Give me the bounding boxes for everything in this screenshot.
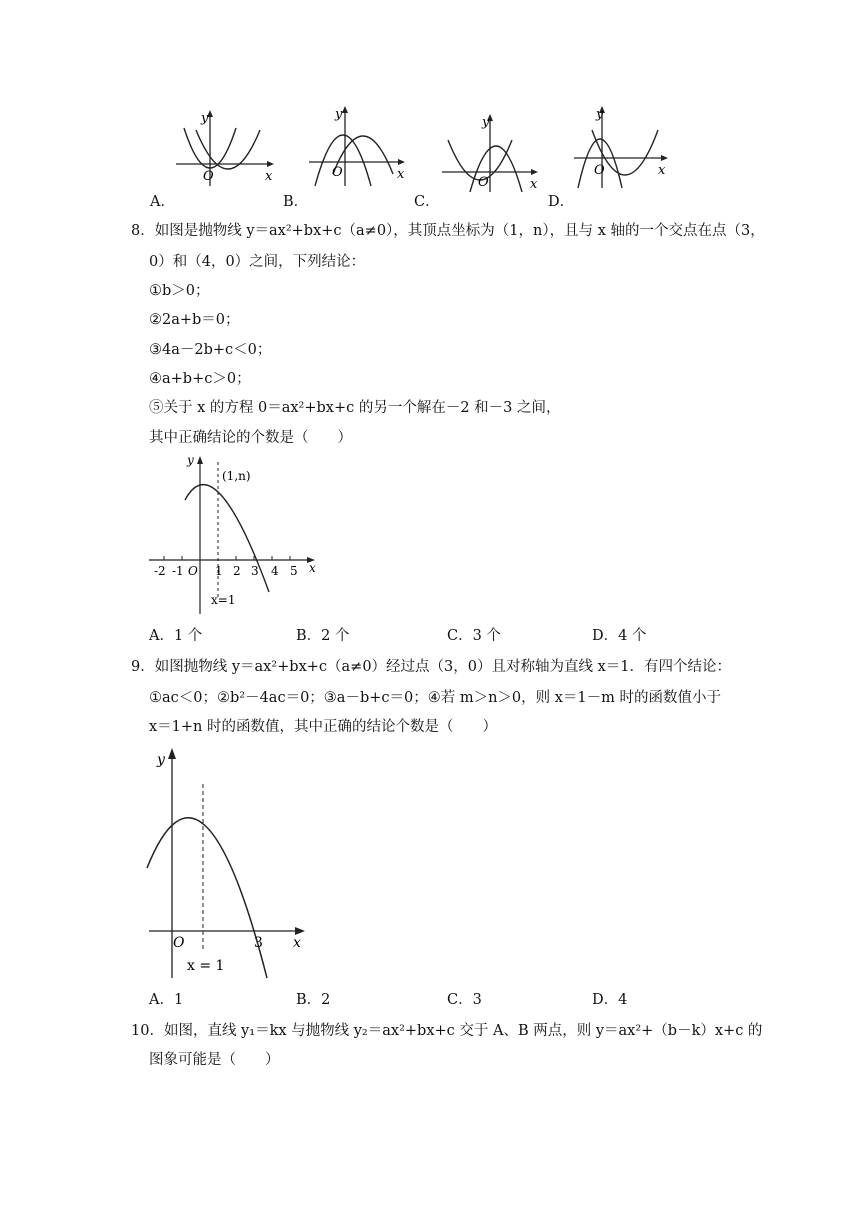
q7-figure-b [305, 104, 410, 188]
q8-tick-4: 4 [271, 564, 279, 578]
q9-root-label: 3 [254, 935, 263, 951]
q8-x-label: x [309, 561, 316, 575]
q9-graph [145, 744, 315, 980]
q8-tick-neg1: -1 [172, 564, 184, 578]
q9-y-label: y [157, 752, 165, 768]
q7-option-b[interactable]: B． [283, 194, 309, 210]
q8-tick-2: 2 [233, 564, 241, 578]
q7d-x-label: x [658, 163, 666, 178]
q8-origin-label: O [188, 564, 198, 578]
q7-figure-a [170, 108, 280, 188]
q9-x-label: x [293, 935, 301, 951]
q7c-y-label: y [482, 115, 490, 130]
q9-origin-label: O [173, 935, 185, 951]
q7b-origin-label: O [332, 165, 343, 180]
q8-statement-3: ③4a－2b+c＜0； [149, 342, 272, 358]
q8-tick-1: 1 [215, 564, 223, 578]
q7-figure-c [438, 110, 543, 192]
q8-tick-3: 3 [251, 564, 259, 578]
q9-axis-line-label: x = 1 [187, 958, 225, 974]
q7-option-d[interactable]: D． [548, 194, 575, 210]
q7a-y-label: y [201, 111, 209, 126]
q8-axis-line-label: x=1 [211, 593, 236, 607]
q9-option-c[interactable]: C．3 [447, 992, 482, 1008]
q7c-origin-label: O [478, 175, 489, 190]
q9-option-d[interactable]: D．4 [592, 992, 628, 1008]
q8-statement-2: ②2a+b＝0； [149, 312, 240, 328]
q9-option-a[interactable]: A．1 [149, 992, 184, 1008]
q8-option-b[interactable]: B．2 个 [296, 628, 350, 644]
q10-stem-line-2: 图象可能是（ ） [149, 1052, 280, 1068]
q8-stem-line-1: 8．如图是抛物线 y＝ax²+bx+c（a≠0），其顶点坐标为（1，n），且与 x 轴的一个交点在点（3， [131, 223, 765, 239]
q7d-origin-label: O [594, 163, 605, 178]
q9-stem-line-3: x＝1+n 时的函数值，其中正确的结论个数是（ ） [149, 719, 497, 735]
q10-stem-line-1: 10．如图，直线 y₁＝kx 与抛物线 y₂＝ax²+bx+c 交于 A、B 两点，则 y＝ax²+（b－k）x+c 的 [131, 1023, 763, 1039]
q8-statement-4: ④a+b+c＞0； [149, 371, 251, 387]
q7-option-a[interactable]: A． [150, 194, 175, 210]
q8-tick-5: 5 [290, 564, 298, 578]
q9-stem-line-1: 9．如图抛物线 y＝ax²+bx+c（a≠0）经过点（3，0）且对称轴为直线 x＝1．有四个结论： [131, 659, 732, 675]
q7b-y-label: y [335, 107, 343, 122]
q9-stem-line-2: ①ac＜0；②b²－4ac＝0；③a－b+c＝0；④若 m＞n＞0，则 x＝1－m 时的函数值小于 [149, 690, 722, 706]
q8-vertex-label: (1,n) [222, 469, 251, 483]
q8-graph [145, 452, 325, 620]
q8-stem-line-2: 0）和（4，0）之间，下列结论： [149, 254, 366, 270]
q8-question: 其中正确结论的个数是（ ） [149, 430, 352, 446]
q9-option-b[interactable]: B．2 [296, 992, 331, 1008]
q8-option-d[interactable]: D．4 个 [592, 628, 647, 644]
q8-y-label: y [187, 453, 194, 467]
q8-statement-1: ①b＞0； [149, 283, 210, 299]
q8-tick-neg2: -2 [154, 564, 166, 578]
q7c-x-label: x [530, 177, 538, 192]
q7-option-c[interactable]: C． [414, 194, 440, 210]
q7-figure-d [570, 100, 675, 190]
q7b-x-label: x [397, 167, 405, 182]
q7a-origin-label: O [203, 169, 214, 184]
q7a-x-label: x [265, 169, 273, 184]
q7d-y-label: y [596, 107, 604, 122]
q8-statement-5: ⑤关于 x 的方程 0＝ax²+bx+c 的另一个解在－2 和－3 之间， [149, 400, 561, 416]
q8-option-c[interactable]: C．3 个 [447, 628, 501, 644]
q8-option-a[interactable]: A．1 个 [149, 628, 203, 644]
